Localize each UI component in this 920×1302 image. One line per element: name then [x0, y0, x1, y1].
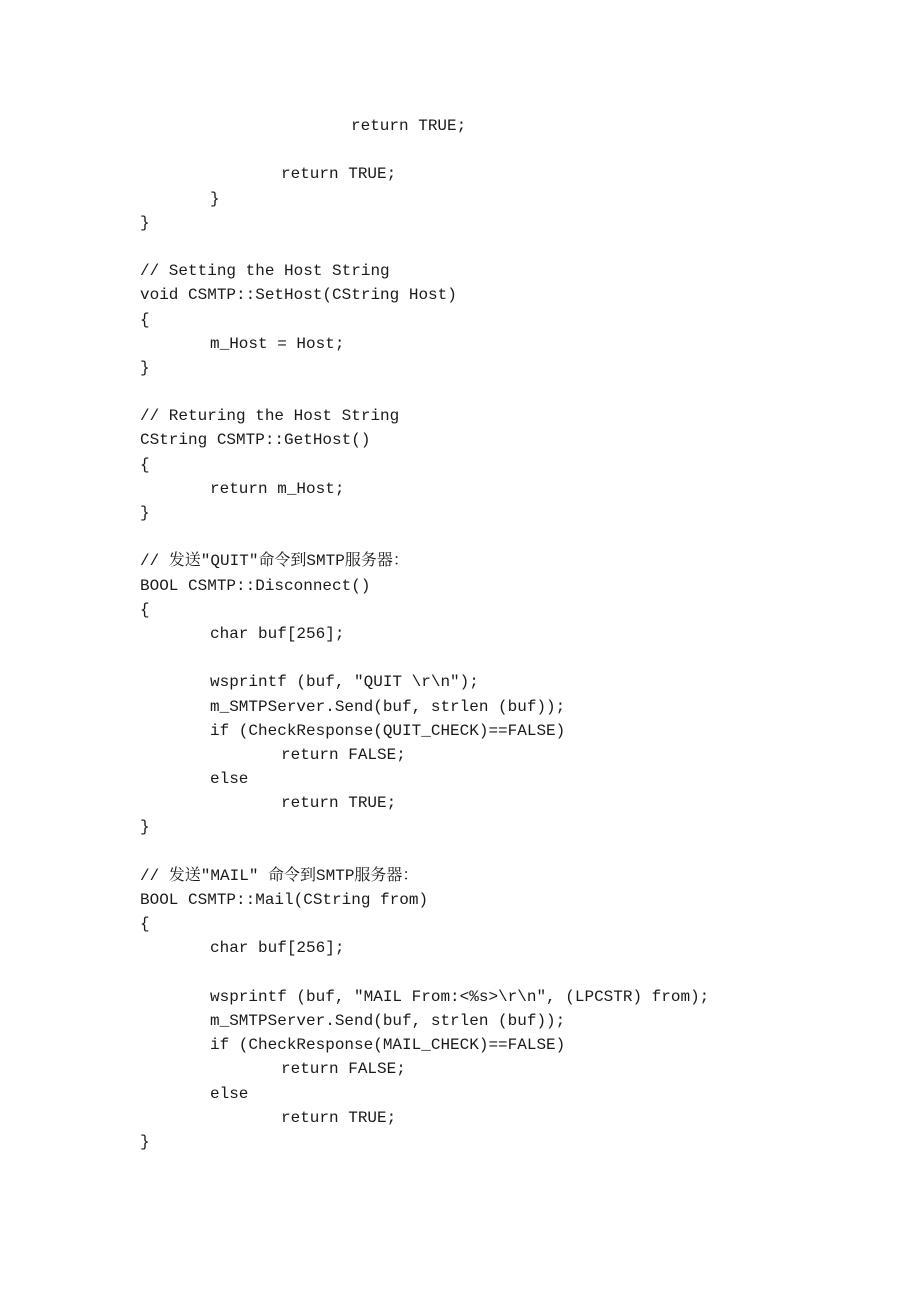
code-line: { — [140, 310, 150, 329]
code-line: char buf[256]; — [210, 939, 345, 958]
function-signature: BOOL CSMTP::Mail(CString from) — [140, 891, 429, 909]
code-line: return TRUE; — [281, 1108, 397, 1127]
code-line: { — [140, 600, 150, 619]
code-line: return FALSE; — [281, 745, 406, 764]
code-line — [140, 525, 709, 549]
code-line: } — [140, 818, 150, 837]
code-comment: // 发送"QUIT"命令到SMTP服务器： — [140, 552, 409, 571]
code-line — [140, 646, 709, 670]
code-line — [140, 380, 709, 404]
code-line: return TRUE; — [281, 794, 397, 813]
code-line: } — [140, 1132, 150, 1151]
code-line: } — [210, 189, 220, 208]
code-comment: // Setting the Host String — [140, 262, 390, 281]
code-line: { — [140, 915, 150, 934]
code-line: } — [140, 213, 150, 232]
code-line — [140, 235, 709, 259]
code-line — [140, 138, 709, 162]
code-line: wsprintf (buf, "QUIT \r\n"); — [210, 673, 479, 692]
function-signature: CString CSMTP::GetHost() — [140, 431, 371, 450]
code-line — [140, 961, 709, 985]
function-signature: BOOL CSMTP::Disconnect() — [140, 576, 371, 595]
code-line: } — [140, 504, 150, 522]
code-line: else — [210, 1084, 249, 1103]
code-line: return TRUE; — [351, 117, 467, 135]
code-comment: // 发送"MAIL" 命令到SMTP服务器： — [140, 866, 419, 885]
code-line: char buf[256]; — [210, 624, 345, 643]
code-comment: // Returing the Host String — [140, 407, 400, 426]
code-line: m_SMTPServer.Send(buf, strlen (buf)); — [210, 697, 566, 716]
code-line: if (CheckResponse(MAIL_CHECK)==FALSE) — [210, 1036, 566, 1055]
code-block — [140, 114, 709, 1154]
code-line: wsprintf (buf, "MAIL From:<%s>\r\n", (LPCSTR) from); — [210, 987, 710, 1006]
code-line — [140, 840, 709, 864]
code-line: if (CheckResponse(QUIT_CHECK)==FALSE) — [210, 721, 566, 740]
code-line: m_SMTPServer.Send(buf, strlen (buf)); — [210, 1011, 566, 1030]
code-line: return m_Host; — [210, 479, 345, 498]
code-line: } — [140, 358, 150, 377]
code-line: else — [210, 770, 249, 789]
code-line: m_Host = Host; — [210, 334, 345, 353]
code-line: { — [140, 455, 150, 474]
function-signature: void CSMTP::SetHost(CString Host) — [140, 286, 457, 305]
code-line: return TRUE; — [281, 165, 397, 184]
code-line: return FALSE; — [281, 1060, 406, 1079]
